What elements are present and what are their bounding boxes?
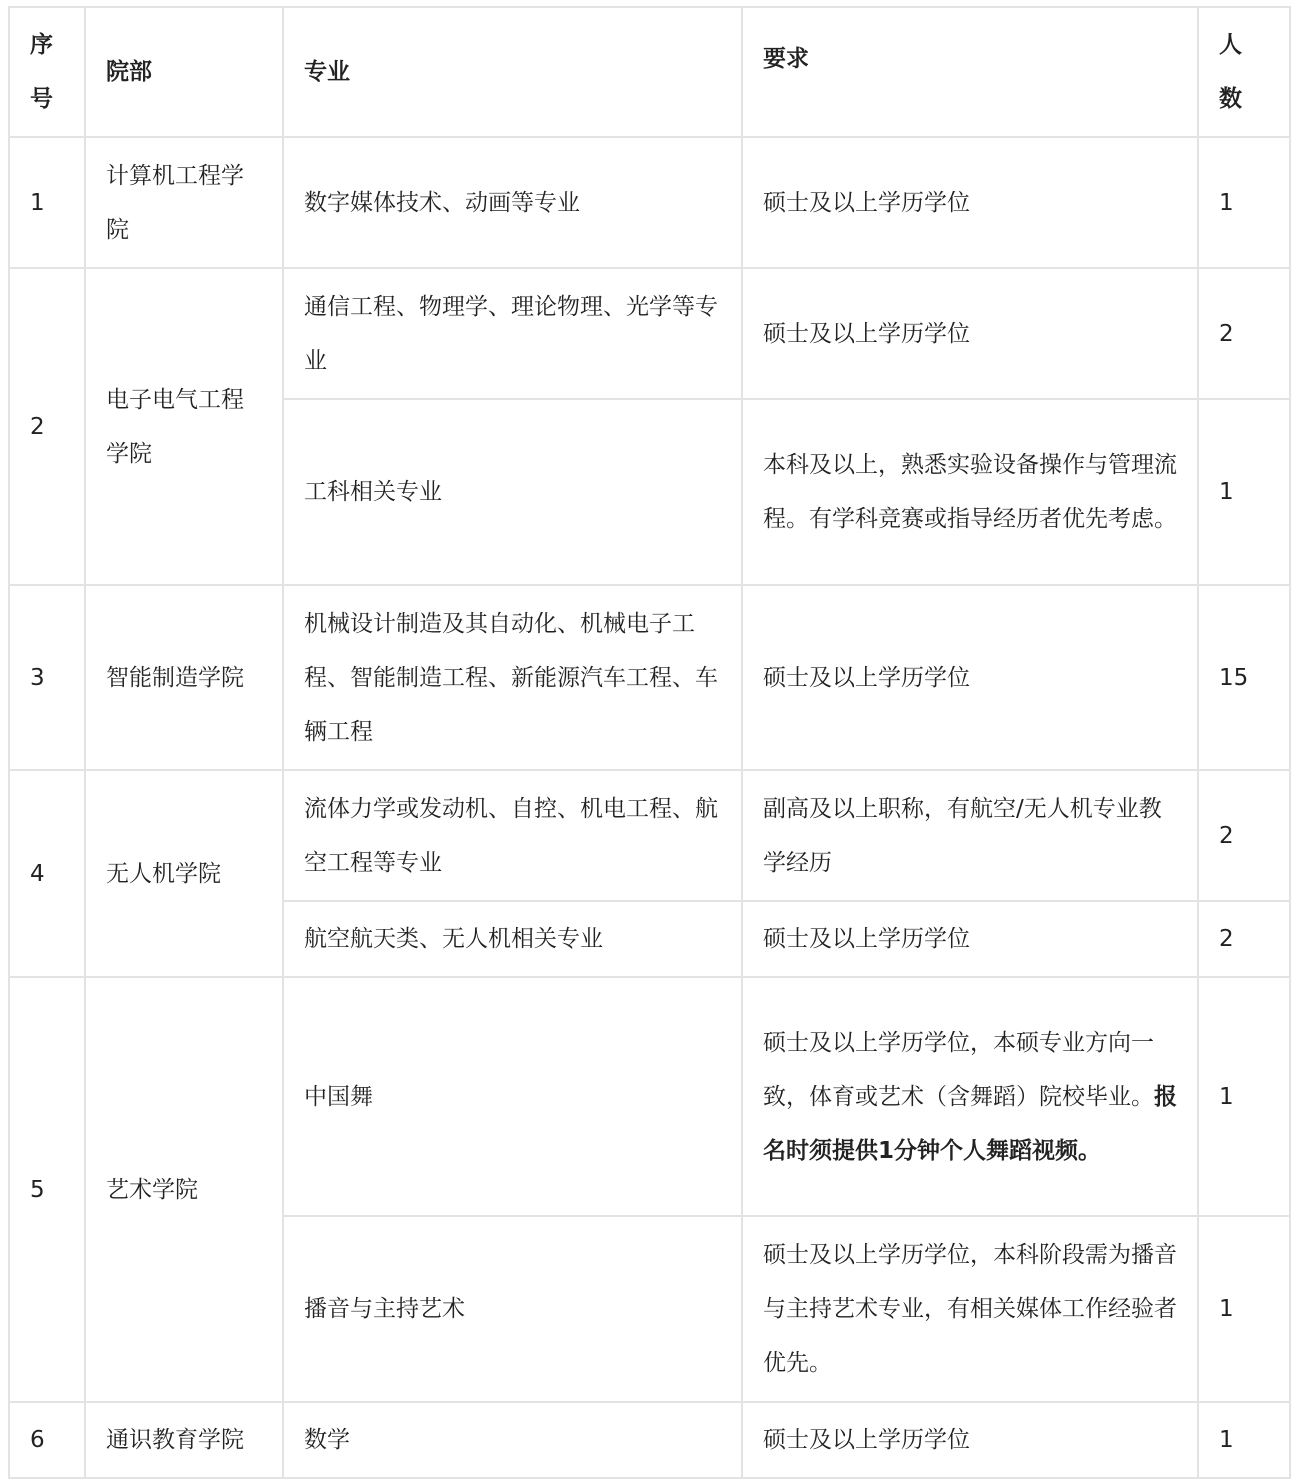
row-count: 1 xyxy=(1198,1216,1290,1402)
row-requirement: 硕士及以上学历学位 xyxy=(742,585,1198,770)
row-no: 6 xyxy=(9,1402,85,1478)
row-dept: 通识教育学院 xyxy=(85,1402,283,1478)
row-count: 1 xyxy=(1198,1402,1290,1478)
row-count: 15 xyxy=(1198,585,1290,770)
row-count: 1 xyxy=(1198,137,1290,268)
row-count: 1 xyxy=(1198,399,1290,585)
row-requirement xyxy=(742,977,1198,1216)
row-major: 中国舞 xyxy=(283,977,742,1216)
row-no: 5 xyxy=(9,977,85,1402)
row-major: 数学 xyxy=(283,1402,742,1478)
requirement-emphasis: 报名时须提供1分钟个人舞蹈视频。 xyxy=(763,1083,1177,1164)
header-major: 专业 xyxy=(283,7,742,137)
row-major: 航空航天类、无人机相关专业 xyxy=(283,901,742,977)
row-requirement: 硕士及以上学历学位，本科阶段需为播音与主持艺术专业，有相关媒体工作经验者优先。 xyxy=(742,1216,1198,1402)
recruitment-table xyxy=(8,6,1291,1479)
table-row xyxy=(9,137,1290,268)
header-count: 人数 xyxy=(1198,7,1290,137)
row-dept: 电子电气工程学院 xyxy=(85,268,283,585)
table-row xyxy=(9,770,1290,901)
row-dept: 计算机工程学院 xyxy=(85,137,283,268)
row-dept: 艺术学院 xyxy=(85,977,283,1402)
row-major: 机械设计制造及其自动化、机械电子工程、智能制造工程、新能源汽车工程、车辆工程 xyxy=(283,585,742,770)
header-row xyxy=(9,7,1290,137)
row-requirement: 副高及以上职称，有航空/无人机专业教学经历 xyxy=(742,770,1198,901)
row-no: 2 xyxy=(9,268,85,585)
header-requirement: 要求 xyxy=(742,7,1198,137)
row-no: 3 xyxy=(9,585,85,770)
row-no: 1 xyxy=(9,137,85,268)
row-requirement: 本科及以上，熟悉实验设备操作与管理流程。有学科竞赛或指导经历者优先考虑。 xyxy=(742,399,1198,585)
header-dept: 院部 xyxy=(85,7,283,137)
row-requirement: 硕士及以上学历学位 xyxy=(742,137,1198,268)
row-major: 数字媒体技术、动画等专业 xyxy=(283,137,742,268)
row-dept: 无人机学院 xyxy=(85,770,283,977)
row-dept: 智能制造学院 xyxy=(85,585,283,770)
header-no: 序号 xyxy=(9,7,85,137)
row-major: 通信工程、物理学、理论物理、光学等专业 xyxy=(283,268,742,399)
row-requirement: 硕士及以上学历学位 xyxy=(742,268,1198,399)
row-count: 2 xyxy=(1198,901,1290,977)
row-major: 工科相关专业 xyxy=(283,399,742,585)
row-count: 2 xyxy=(1198,770,1290,901)
table-row xyxy=(9,268,1290,399)
row-no: 4 xyxy=(9,770,85,977)
row-requirement: 硕士及以上学历学位 xyxy=(742,1402,1198,1478)
row-major: 播音与主持艺术 xyxy=(283,1216,742,1402)
row-count: 1 xyxy=(1198,977,1290,1216)
requirement-text: 硕士及以上学历学位，本硕专业方向一致，体育或艺术（含舞蹈）院校毕业。 xyxy=(763,1029,1154,1110)
row-count: 2 xyxy=(1198,268,1290,399)
row-major: 流体力学或发动机、自控、机电工程、航空工程等专业 xyxy=(283,770,742,901)
table-row xyxy=(9,585,1290,770)
row-requirement: 硕士及以上学历学位 xyxy=(742,901,1198,977)
table-row xyxy=(9,977,1290,1216)
table-row xyxy=(9,1402,1290,1478)
